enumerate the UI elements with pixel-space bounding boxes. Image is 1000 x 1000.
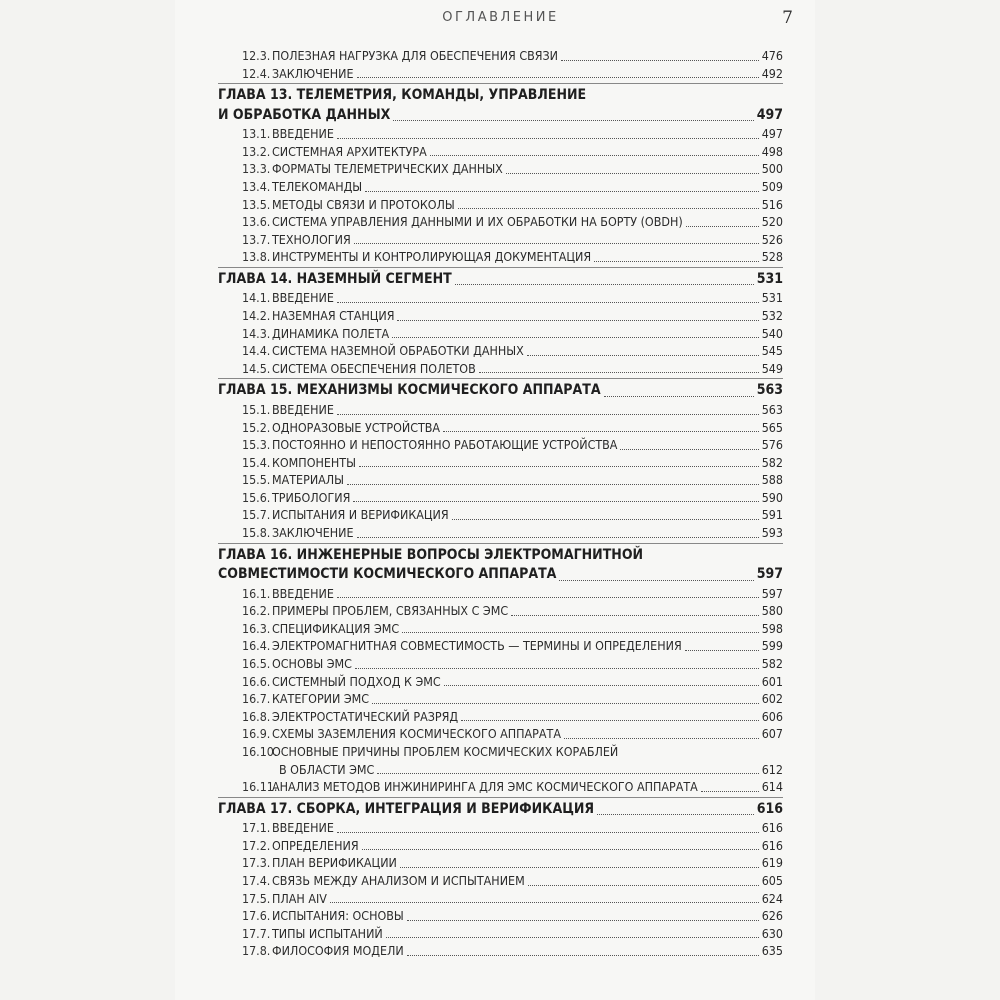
toc-section-entry[interactable]: [218, 524, 783, 542]
dot-leader: [377, 772, 758, 774]
toc-section-entry[interactable]: [218, 907, 783, 925]
section-title: СИСТЕМНЫЙ ПОДХОД К ЭМС: [272, 673, 441, 689]
section-number: 15.6.: [242, 489, 271, 505]
section-page: 528: [761, 249, 783, 265]
section-page: 497: [761, 126, 783, 142]
section-title: ЗАКЛЮЧЕНИЕ: [272, 65, 354, 81]
section-number: 13.6.: [242, 214, 271, 230]
toc-section-entry[interactable]: [218, 854, 783, 872]
toc-section-entry[interactable]: [218, 178, 783, 196]
section-page: 635: [761, 943, 783, 959]
toc-section-entry[interactable]: [218, 743, 783, 761]
section-title: ИСПЫТАНИЯ И ВЕРИФИКАЦИЯ: [272, 507, 449, 523]
toc-chapter-entry[interactable]: [218, 270, 783, 290]
toc-section-entry[interactable]: [218, 637, 783, 655]
toc-section-entry[interactable]: [218, 325, 783, 343]
section-title: ИСПЫТАНИЯ: ОСНОВЫ: [272, 908, 404, 924]
toc-section-entry[interactable]: [218, 837, 783, 855]
section-title: ТИПЫ ИСПЫТАНИЙ: [272, 925, 383, 941]
section-title: ОДНОРАЗОВЫЕ УСТРОЙСТВА: [272, 419, 441, 435]
section-title: МАТЕРИАЛЫ: [272, 472, 344, 488]
toc-section-entry[interactable]: [218, 819, 783, 837]
dot-leader: [527, 354, 759, 356]
section-page: 563: [761, 401, 783, 417]
section-title: ПРИМЕРЫ ПРОБЛЕМ, СВЯЗАННЫХ С ЭМС: [272, 603, 509, 619]
section-page: 549: [761, 360, 783, 376]
section-page: 540: [761, 325, 783, 341]
section-page: 602: [761, 691, 783, 707]
section-number: 17.7.: [242, 925, 271, 941]
dot-leader: [330, 901, 759, 903]
section-number: 17.2.: [242, 837, 271, 853]
dot-leader: [685, 649, 759, 651]
section-title: СВЯЗЬ МЕЖДУ АНАЛИЗОМ И ИСПЫТАНИЕМ: [272, 873, 525, 889]
dot-leader: [430, 154, 759, 156]
section-title: ВВЕДЕНИЕ: [272, 401, 334, 417]
section-title: ВВЕДЕНИЕ: [272, 585, 334, 601]
dot-leader: [392, 336, 759, 338]
toc-section-entry[interactable]: [218, 655, 783, 673]
section-number: 15.3.: [242, 437, 271, 453]
dot-leader: [337, 413, 759, 415]
dot-leader: [354, 242, 759, 244]
dot-leader: [594, 260, 759, 262]
section-number: 16.9.: [242, 726, 271, 742]
section-number: 14.1.: [242, 290, 271, 306]
dot-leader: [337, 596, 759, 598]
dot-leader: [355, 667, 759, 669]
toc-section-entry[interactable]: [218, 160, 783, 178]
section-number: 14.3.: [242, 325, 271, 341]
dot-leader: [564, 737, 759, 739]
section-page: 626: [761, 908, 783, 924]
dot-leader: [604, 395, 754, 397]
section-page: 580: [761, 603, 783, 619]
section-title: СИСТЕМА НАЗЕМНОЙ ОБРАБОТКИ ДАННЫХ: [272, 343, 524, 359]
dot-leader: [337, 301, 759, 303]
toc-section-entry[interactable]: [218, 125, 783, 143]
chapter-title-line2: И ОБРАБОТКА ДАННЫХ: [218, 106, 391, 123]
toc-section-entry[interactable]: [218, 289, 783, 307]
dot-leader: [620, 448, 758, 450]
section-number: 15.7.: [242, 507, 271, 523]
section-number: 15.2.: [242, 419, 271, 435]
toc-section-entry[interactable]: [218, 419, 783, 437]
section-page: 606: [761, 708, 783, 724]
section-number: 14.2.: [242, 308, 271, 324]
section-page: 532: [761, 308, 783, 324]
section-number: 17.8.: [242, 943, 271, 959]
section-page: 531: [761, 290, 783, 306]
dot-leader: [337, 831, 759, 833]
section-page: 607: [761, 726, 783, 742]
toc-section-entry[interactable]: [218, 708, 783, 726]
toc-section-entry[interactable]: [218, 872, 783, 890]
dot-leader: [511, 614, 759, 616]
dot-leader: [359, 465, 759, 467]
section-page: 476: [761, 48, 783, 63]
section-page: 616: [761, 820, 783, 836]
section-number: 16.7.: [242, 691, 271, 707]
section-title: ЗАКЛЮЧЕНИЕ: [272, 525, 354, 541]
section-page: 492: [761, 65, 783, 81]
section-title: СИСТЕМА ОБЕСПЕЧЕНИЯ ПОЛЕТОВ: [272, 360, 476, 376]
dot-leader: [559, 579, 753, 581]
chapter-title-line1: ГЛАВА 16. ИНЖЕНЕРНЫЕ ВОПРОСЫ ЭЛЕКТРОМАГНИТНОЙ: [218, 546, 644, 563]
section-title: НАЗЕМНАЯ СТАНЦИЯ: [272, 308, 395, 324]
section-title: МЕТОДЫ СВЯЗИ И ПРОТОКОЛЫ: [272, 196, 455, 212]
section-number: 13.1.: [242, 126, 271, 142]
toc-chapter-entry-continued[interactable]: [218, 106, 783, 126]
section-title: ВВЕДЕНИЕ: [272, 820, 334, 836]
dot-leader: [701, 790, 759, 792]
toc-section-entry[interactable]: [218, 342, 783, 360]
dot-leader: [461, 719, 759, 721]
section-number: 15.1.: [242, 401, 271, 417]
section-page: 509: [761, 178, 783, 194]
section-page: 593: [761, 525, 783, 541]
section-page: 498: [761, 143, 783, 159]
dot-leader: [386, 936, 759, 938]
chapter-page: 563: [756, 382, 783, 399]
chapter-rule: [218, 378, 783, 379]
section-page: 576: [761, 437, 783, 453]
section-page: 599: [761, 638, 783, 654]
section-number: 15.4.: [242, 454, 271, 470]
section-title: ИНСТРУМЕНТЫ И КОНТРОЛИРУЮЩАЯ ДОКУМЕНТАЦИЯ: [272, 249, 592, 265]
toc-chapter-entry[interactable]: [218, 86, 783, 106]
section-title: ФОРМАТЫ ТЕЛЕМЕТРИЧЕСКИХ ДАННЫХ: [272, 161, 503, 177]
section-title: ПОЛЕЗНАЯ НАГРУЗКА ДЛЯ ОБЕСПЕЧЕНИЯ СВЯЗИ: [272, 48, 558, 63]
toc-section-entry[interactable]: [218, 307, 783, 325]
toc-section-entry-continued[interactable]: [218, 761, 783, 779]
section-page: 614: [761, 779, 783, 795]
section-number: 16.6.: [242, 673, 271, 689]
section-title: ЭЛЕКТРОСТАТИЧЕСКИЙ РАЗРЯД: [272, 708, 459, 724]
section-title: ЭЛЕКТРОМАГНИТНАЯ СОВМЕСТИМОСТЬ — ТЕРМИНЫ И ОПРЕДЕЛЕНИЯ: [272, 638, 682, 654]
chapter-title-line2: СОВМЕСТИМОСТИ КОСМИЧЕСКОГО АППАРАТА: [218, 566, 557, 583]
section-title: СПЕЦИФИКАЦИЯ ЭМС: [272, 620, 400, 636]
dot-leader: [353, 500, 758, 502]
toc-section-entry[interactable]: [218, 65, 783, 83]
dot-leader: [347, 483, 759, 485]
section-number: 13.3.: [242, 161, 271, 177]
chapter-page: 497: [756, 106, 783, 123]
section-title: ОСНОВЫ ЭМС: [272, 656, 352, 672]
section-number: 16.10.: [242, 744, 278, 759]
dot-leader: [458, 207, 759, 209]
section-title: ВВЕДЕНИЕ: [272, 126, 334, 142]
toc-section-entry[interactable]: [218, 725, 783, 743]
section-page: 591: [761, 507, 783, 523]
toc-section-entry[interactable]: [218, 925, 783, 943]
section-number: 14.4.: [242, 343, 271, 359]
section-number: 14.5.: [242, 360, 271, 376]
section-title: ПЛАН ВЕРИФИКАЦИИ: [272, 855, 397, 871]
dot-leader: [443, 430, 759, 432]
chapter-rule: [218, 797, 783, 798]
section-number: 13.8.: [242, 249, 271, 265]
dot-leader: [357, 76, 759, 78]
section-page: 624: [761, 890, 783, 906]
dot-leader: [506, 172, 759, 174]
dot-leader: [393, 119, 753, 121]
toc-chapter-entry[interactable]: [218, 800, 783, 820]
section-number: 16.1.: [242, 585, 271, 601]
section-number: 16.8.: [242, 708, 271, 724]
dot-leader: [365, 190, 759, 192]
toc-section-entry[interactable]: [218, 489, 783, 507]
section-page: 526: [761, 231, 783, 247]
dot-leader: [407, 954, 759, 956]
section-page: 545: [761, 343, 783, 359]
dot-leader: [455, 283, 754, 285]
toc-section-entry[interactable]: [218, 602, 783, 620]
section-number: 12.3.: [242, 48, 271, 63]
section-title: ТЕХНОЛОГИЯ: [272, 231, 351, 247]
section-number: 17.3.: [242, 855, 271, 871]
chapter-page: 531: [756, 270, 783, 287]
chapter-rule: [218, 267, 783, 268]
dot-leader: [397, 319, 758, 321]
section-title: ОПРЕДЕЛЕНИЯ: [272, 837, 359, 853]
section-title: ДИНАМИКА ПОЛЕТА: [272, 325, 390, 341]
dot-leader: [407, 919, 759, 921]
chapter-title: ГЛАВА 17. СБОРКА, ИНТЕГРАЦИЯ И ВЕРИФИКАЦИЯ: [218, 800, 595, 817]
toc-section-entry[interactable]: [218, 196, 783, 214]
section-number: 16.11.: [242, 779, 278, 795]
section-page: 616: [761, 837, 783, 853]
toc-section-entry[interactable]: [218, 690, 783, 708]
section-page: 516: [761, 196, 783, 212]
section-page: 582: [761, 656, 783, 672]
dot-leader: [362, 848, 759, 850]
toc-section-entry[interactable]: [218, 673, 783, 691]
toc-section-entry[interactable]: [218, 890, 783, 908]
section-page: 619: [761, 855, 783, 871]
chapter-title-line1: ГЛАВА 13. ТЕЛЕМЕТРИЯ, КОМАНДЫ, УПРАВЛЕНИЕ: [218, 87, 587, 104]
toc-chapter-entry[interactable]: [218, 546, 783, 566]
section-title: СИСТЕМНАЯ АРХИТЕКТУРА: [272, 143, 427, 159]
section-number: 15.8.: [242, 525, 271, 541]
toc-section-entry[interactable]: [218, 585, 783, 603]
table-of-contents: [218, 47, 783, 960]
dot-leader: [357, 536, 759, 538]
section-title: ПЛАН AIV: [272, 890, 327, 906]
section-number: 17.1.: [242, 820, 271, 836]
section-page: 588: [761, 472, 783, 488]
dot-leader: [402, 631, 759, 633]
section-page: 601: [761, 673, 783, 689]
toc-chapter-entry-continued[interactable]: [218, 565, 783, 585]
section-number: 13.7.: [242, 231, 271, 247]
toc-section-entry[interactable]: [218, 942, 783, 960]
toc-section-entry[interactable]: [218, 778, 783, 796]
toc-section-entry[interactable]: [218, 47, 783, 65]
toc-section-entry[interactable]: [218, 471, 783, 489]
section-number: 16.4.: [242, 638, 271, 654]
toc-section-entry[interactable]: [218, 620, 783, 638]
section-page: 520: [761, 214, 783, 230]
toc-section-entry[interactable]: [218, 401, 783, 419]
section-page: 500: [761, 161, 783, 177]
section-page: 590: [761, 489, 783, 505]
section-number: 17.4.: [242, 873, 271, 889]
section-number: 15.5.: [242, 472, 271, 488]
section-title: АНАЛИЗ МЕТОДОВ ИНЖИНИРИНГА ДЛЯ ЭМС КОСМИЧЕСКОГО АППАРАТА: [272, 779, 698, 795]
toc-section-entry[interactable]: [218, 231, 783, 249]
toc-chapter-entry[interactable]: [218, 381, 783, 401]
section-number: 12.4.: [242, 65, 271, 81]
section-title: КОМПОНЕНТЫ: [272, 454, 356, 470]
dot-leader: [479, 371, 759, 373]
page-number: 7: [782, 8, 793, 28]
chapter-rule: [218, 83, 783, 84]
running-head: [218, 8, 793, 28]
section-title-line2: В ОБЛАСТИ ЭМС: [279, 761, 375, 777]
section-title: СХЕМЫ ЗАЗЕМЛЕНИЯ КОСМИЧЕСКОГО АППАРАТА: [272, 726, 561, 742]
section-page: 597: [761, 585, 783, 601]
section-page: 598: [761, 620, 783, 636]
toc-section-entry[interactable]: [218, 436, 783, 454]
section-page: 582: [761, 454, 783, 470]
section-number: 13.2.: [242, 143, 271, 159]
toc-section-entry[interactable]: [218, 454, 783, 472]
section-number: 17.6.: [242, 908, 271, 924]
toc-section-entry[interactable]: [218, 506, 783, 524]
section-number: 13.5.: [242, 196, 271, 212]
chapter-rule: [218, 543, 783, 544]
toc-section-entry[interactable]: [218, 248, 783, 266]
dot-leader: [686, 225, 759, 227]
chapter-title: ГЛАВА 15. МЕХАНИЗМЫ КОСМИЧЕСКОГО АППАРАТА: [218, 382, 601, 399]
toc-section-entry[interactable]: [218, 213, 783, 231]
toc-section-entry[interactable]: [218, 360, 783, 378]
section-page: 612: [761, 761, 783, 777]
section-title: КАТЕГОРИИ ЭМС: [272, 691, 370, 707]
running-title: ОГЛАВЛЕНИЕ: [442, 10, 559, 25]
section-title: ПОСТОЯННО И НЕПОСТОЯННО РАБОТАЮЩИЕ УСТРОЙСТВА: [272, 437, 618, 453]
dot-leader: [372, 702, 759, 704]
section-number: 16.2.: [242, 603, 271, 619]
dot-leader: [528, 884, 759, 886]
chapter-page: 616: [756, 800, 783, 817]
section-number: 13.4.: [242, 178, 271, 194]
section-title: ВВЕДЕНИЕ: [272, 290, 334, 306]
section-title-line1: ОСНОВНЫЕ ПРИЧИНЫ ПРОБЛЕМ КОСМИЧЕСКИХ КОРАБЛЕЙ: [272, 744, 619, 759]
section-title: ФИЛОСОФИЯ МОДЕЛИ: [272, 943, 404, 959]
section-title: ТРИБОЛОГИЯ: [272, 489, 351, 505]
dot-leader: [444, 684, 759, 686]
section-page: 565: [761, 419, 783, 435]
dot-leader: [337, 137, 759, 139]
section-title: ТЕЛЕКОМАНДЫ: [272, 178, 363, 194]
chapter-page: 597: [756, 566, 783, 583]
dot-leader: [452, 518, 759, 520]
section-number: 16.5.: [242, 656, 271, 672]
toc-section-entry[interactable]: [218, 143, 783, 161]
dot-leader: [400, 866, 759, 868]
dot-leader: [561, 59, 759, 61]
section-page: 605: [761, 873, 783, 889]
section-number: 17.5.: [242, 890, 271, 906]
dot-leader: [597, 813, 754, 815]
section-page: 630: [761, 925, 783, 941]
chapter-title: ГЛАВА 14. НАЗЕМНЫЙ СЕГМЕНТ: [218, 270, 452, 287]
section-title: СИСТЕМА УПРАВЛЕНИЯ ДАННЫМИ И ИХ ОБРАБОТКИ НА БОРТУ (OBDH): [272, 214, 683, 230]
section-number: 16.3.: [242, 620, 271, 636]
